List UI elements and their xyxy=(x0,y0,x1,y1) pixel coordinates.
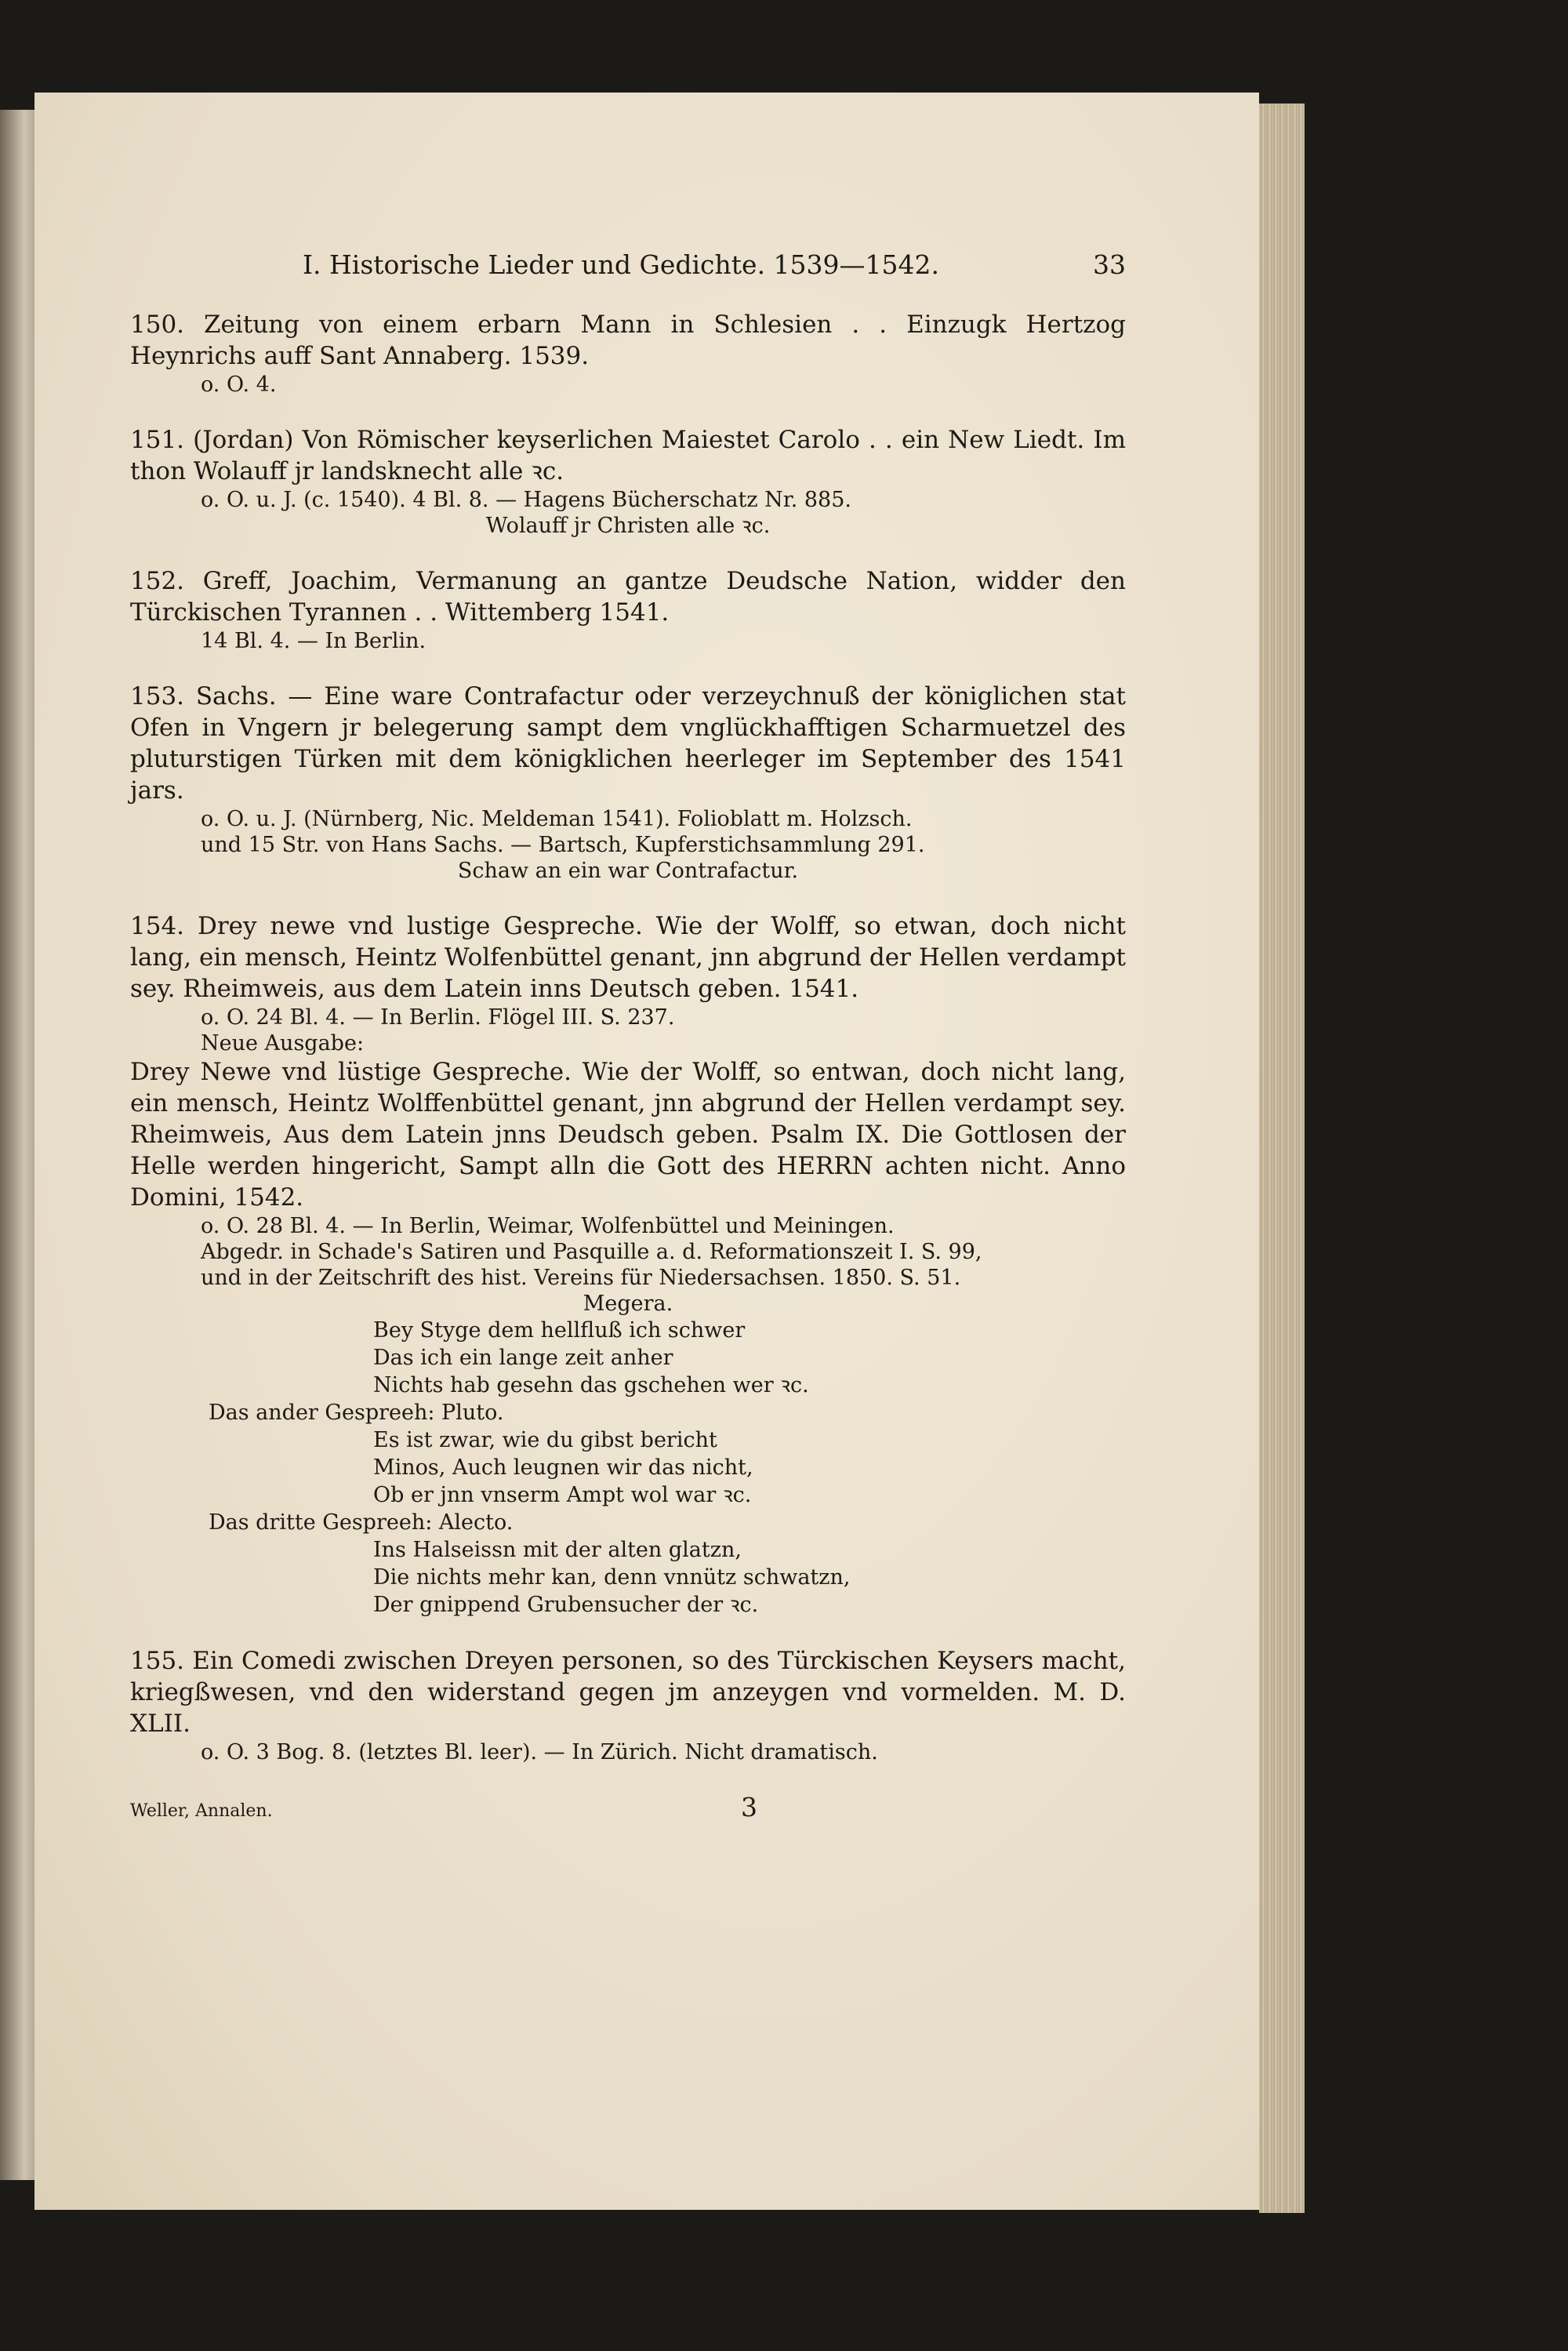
entry-note: o. O. 4. xyxy=(201,372,277,397)
speaker-pluto: Das ander Gespreeh: Pluto. xyxy=(209,1401,504,1425)
entry-152 xyxy=(130,565,1126,654)
entry-note: o. O. u. J. (c. 1540). 4 Bl. 8. — Hagens Bücherschatz Nr. 885. xyxy=(201,488,851,512)
verse-line: Bey Styge dem hellfluß ich schwer xyxy=(373,1318,746,1343)
entry-note: o. O. 3 Bog. 8. (letztes Bl. leer). — In Zürich. Nicht dramatisch. xyxy=(201,1740,878,1764)
verse-line: Die nichts mehr kan, denn vnnütz schwatzn, xyxy=(373,1565,851,1590)
header-title: I. Historische Lieder und Gedichte. 1539—1542. xyxy=(303,249,939,280)
left-page-edge xyxy=(0,110,34,2180)
verse-line: Minos, Auch leugnen wir das nicht, xyxy=(373,1455,753,1480)
speaker-alecto: Das dritte Gespreeh: Alecto. xyxy=(209,1510,514,1535)
page-number: 33 xyxy=(1093,249,1126,280)
page-footer xyxy=(130,1792,1126,1827)
verse-line: Es ist zwar, wie du gibst bericht xyxy=(373,1428,717,1452)
speaker-megera: Megera. xyxy=(583,1292,673,1316)
entry-note: und in der Zeitschrift des hist. Vereins für Niedersachsen. 1850. S. 51. xyxy=(201,1266,961,1290)
entry-note: o. O. u. J. (Nürnberg, Nic. Meldeman 1541). Folioblatt m. Holzsch. xyxy=(201,807,913,831)
running-header xyxy=(130,249,1126,281)
entry-note: o. O. 24 Bl. 4. — In Berlin. Flögel III. S. 237. xyxy=(201,1005,675,1030)
verse-line: Der gnippend Grubensucher der ꝛc. xyxy=(373,1593,759,1617)
entry-title: 155. Ein Comedi zwischen Dreyen personen, so des Türckischen Keysers macht, kriegßwesen, vnd den widerstand gegen jm anzeygen vnd vormelden. M. D. XLII. xyxy=(130,1647,1126,1738)
entry-title: 151. (Jordan) Von Römischer keyserlichen Maiestet Carolo . . ein New Liedt. Im thon Wolauff jr landsknecht alle ꝛc. xyxy=(130,426,1126,485)
entry-title-new-edition: Drey Newe vnd lüstige Gespreche. Wie der Wolff, so entwan, doch nicht lang, ein mensch, Heintz Wolffenbüttel genant, jnn abgrund der Hellen verdampt sey. Rheimweis, Aus dem Latein jnns Deudsch geben. Psalm IX. Die Gottlosen der Helle werden hingericht, Sampt alln die Gott des HERRN achten nicht. Anno Domini, 1542. xyxy=(130,1058,1126,1212)
entry-note: Schaw an ein war Contrafactur. xyxy=(457,859,799,883)
entry-title: 150. Zeitung von einem erbarn Mann in Schlesien . . Einzugk Hertzog Heynrichs auff Sant Annaberg. 1539. xyxy=(130,311,1126,370)
footer-signature: Weller, Annalen. xyxy=(130,1801,273,1821)
entry-note: und 15 Str. von Hans Sachs. — Bartsch, Kupferstichsammlung 291. xyxy=(201,833,925,857)
entry-title: 152. Greff, Joachim, Vermanung an gantze Deudsche Nation, widder den Türckischen Tyrannen . . Wittemberg 1541. xyxy=(130,567,1126,627)
verse-line: Das ich ein lange zeit anher xyxy=(373,1346,673,1370)
signature-number: 3 xyxy=(741,1792,757,1822)
page-stack-edge xyxy=(1259,104,1305,2213)
entry-153 xyxy=(130,681,1126,884)
entry-154 xyxy=(130,910,1126,1619)
verse-line: Ob er jnn vnserm Ampt wol war ꝛc. xyxy=(373,1483,752,1507)
entry-title: 153. Sachs. — Eine ware Contrafactur oder verzeychnuß der königlichen stat Ofen in Vngern jr belegerung sampt dem vnglückhafftigen Scharmuetzel des pluturstigen Türken mit dem königklichen heerleger im September des 1541 jars. xyxy=(130,682,1126,805)
entry-150 xyxy=(130,309,1126,398)
entry-note: Wolauff jr Christen alle ꝛc. xyxy=(485,514,771,538)
verse-line: Nichts hab gesehn das gschehen wer ꝛc. xyxy=(373,1373,809,1397)
entry-note: Abgedr. in Schade's Satiren und Pasquille a. d. Reformationszeit I. S. 99, xyxy=(201,1240,982,1264)
entry-note: 14 Bl. 4. — In Berlin. xyxy=(201,629,426,653)
entry-155 xyxy=(130,1645,1126,1765)
page-content xyxy=(130,249,1126,1827)
entry-title: 154. Drey newe vnd lustige Gespreche. Wie der Wolff, so etwan, doch nicht lang, ein mensch, Heintz Wolfenbüttel genant, jnn abgrund der Hellen verdampt sey. Rheimweis, aus dem Latein inns Deutsch geben. 1541. xyxy=(130,912,1126,1003)
entry-note: Neue Ausgabe: xyxy=(201,1031,365,1056)
verse-line: Ins Halseissn mit der alten glatzn, xyxy=(373,1538,742,1562)
entry-note: o. O. 28 Bl. 4. — In Berlin, Weimar, Wolfenbüttel und Meiningen. xyxy=(201,1214,895,1238)
entry-151 xyxy=(130,424,1126,539)
